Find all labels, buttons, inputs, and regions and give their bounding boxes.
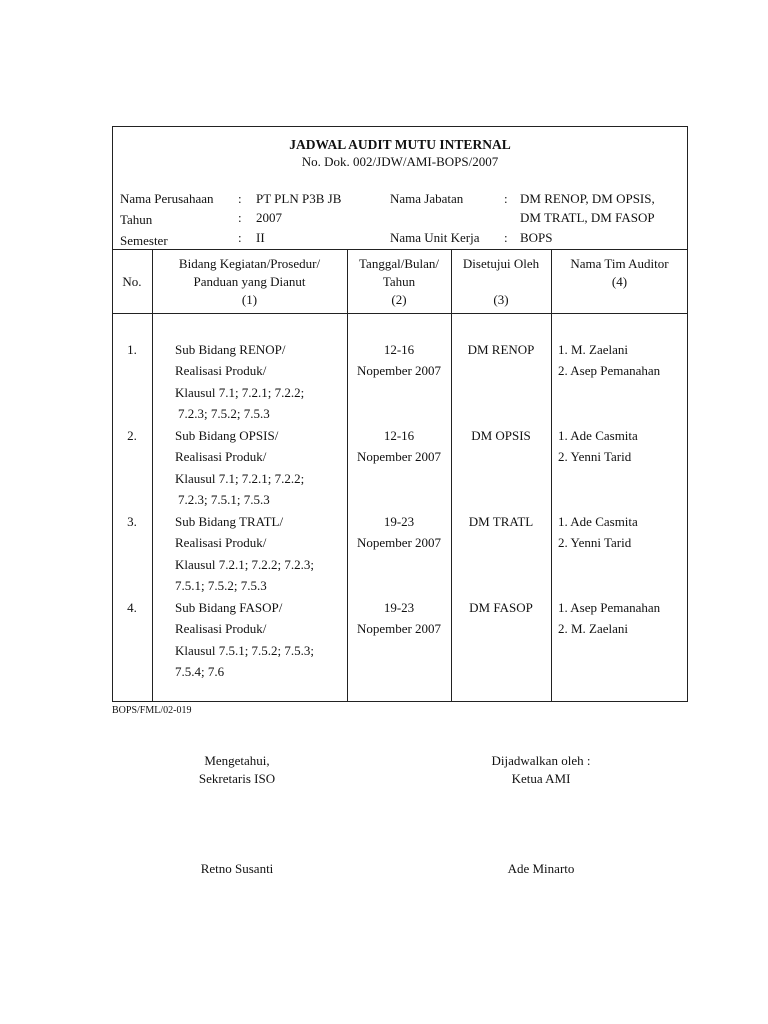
row1-bidang-1: Sub Bidang RENOP/ (175, 342, 286, 357)
header-auditor-1: Nama Tim Auditor (570, 256, 669, 271)
year-value: 2007 (256, 210, 282, 225)
row4-no: 4. (127, 600, 137, 615)
row2-auditor-1: 1. Ade Casmita (558, 428, 638, 443)
row4-auditor-2: 2. M. Zaelani (558, 621, 629, 636)
row4-tanggal-1: 19-23 (383, 600, 415, 615)
header-bidang-1: Bidang Kegiatan/Prosedur/ (178, 256, 321, 271)
header-tanggal-1: Tanggal/Bulan/ (359, 256, 439, 271)
row3-tanggal-1: 19-23 (383, 514, 415, 529)
row4-disetujui: DM FASOP (469, 600, 533, 615)
row4-tanggal-2: Nopember 2007 (356, 621, 442, 636)
row1-bidang-2: Realisasi Produk/ (175, 363, 267, 378)
row4-auditor-1: 1. Asep Pemanahan (558, 600, 661, 615)
header-auditor-2: (4) (611, 274, 628, 289)
row2-bidang-4: 7.2.3; 7.5.1; 7.5.3 (178, 492, 270, 507)
semester-label: Semester (120, 233, 168, 248)
row2-auditor-2: 2. Yenni Tarid (558, 449, 632, 464)
row4-bidang-4: 7.5.4; 7.6 (175, 664, 225, 679)
sign-right-name: Ade Minarto (507, 861, 575, 876)
row2-bidang-3: Klausul 7.1; 7.2.1; 7.2.2; (175, 471, 305, 486)
company-value: PT PLN P3B JB (256, 191, 342, 206)
position-label: Nama Jabatan (390, 191, 464, 206)
document-number: No. Dok. 002/JDW/AMI-BOPS/2007 (301, 154, 499, 169)
row1-disetujui: DM RENOP (467, 342, 535, 357)
position-value-1: DM RENOP, DM OPSIS, (520, 191, 655, 206)
row3-bidang-1: Sub Bidang TRATL/ (175, 514, 284, 529)
sign-right-line1: Dijadwalkan oleh : (491, 753, 591, 768)
row4-bidang-1: Sub Bidang FASOP/ (175, 600, 283, 615)
table-top-border (112, 249, 688, 250)
col-divider-tanggal (451, 249, 452, 702)
row4-bidang-3: Klausul 7.5.1; 7.5.2; 7.5.3; (175, 643, 315, 658)
semester-colon: : (238, 230, 242, 245)
document-title: JADWAL AUDIT MUTU INTERNAL (289, 137, 511, 152)
row1-auditor-1: 1. M. Zaelani (558, 342, 629, 357)
row2-no: 2. (127, 428, 137, 443)
row3-bidang-4: 7.5.1; 7.5.2; 7.5.3 (175, 578, 267, 593)
company-label: Nama Perusahaan (120, 191, 214, 206)
sign-left-name: Retno Susanti (200, 861, 274, 876)
form-code: BOPS/FML/02-019 (112, 705, 192, 716)
row2-disetujui: DM OPSIS (471, 428, 531, 443)
semester-value: II (256, 230, 265, 245)
header-disetujui-1: Disetujui Oleh (462, 256, 540, 271)
row3-auditor-1: 1. Ade Casmita (558, 514, 638, 529)
year-colon: : (238, 210, 242, 225)
header-bidang-3: (1) (241, 292, 258, 307)
position-value-2: DM TRATL, DM FASOP (520, 210, 655, 225)
position-colon: : (504, 191, 508, 206)
row3-bidang-2: Realisasi Produk/ (175, 535, 267, 550)
row2-tanggal-1: 12-16 (383, 428, 415, 443)
row4-bidang-2: Realisasi Produk/ (175, 621, 267, 636)
year-label: Tahun (120, 212, 153, 227)
col-divider-disetujui (551, 249, 552, 702)
header-no: No. (122, 274, 142, 289)
header-disetujui-3: (3) (493, 292, 509, 307)
sign-left-line1: Mengetahui, (204, 753, 270, 768)
row1-tanggal-1: 12-16 (383, 342, 415, 357)
sign-right-line2: Ketua AMI (511, 771, 571, 786)
row3-auditor-2: 2. Yenni Tarid (558, 535, 632, 550)
row3-tanggal-2: Nopember 2007 (356, 535, 442, 550)
row1-tanggal-2: Nopember 2007 (356, 363, 442, 378)
row3-no: 3. (127, 514, 137, 529)
row1-bidang-3: Klausul 7.1; 7.2.1; 7.2.2; (175, 385, 305, 400)
sign-left-line2: Sekretaris ISO (198, 771, 276, 786)
row3-disetujui: DM TRATL (468, 514, 534, 529)
header-bidang-2: Panduan yang Dianut (193, 274, 306, 289)
unit-colon: : (504, 230, 508, 245)
unit-label: Nama Unit Kerja (390, 230, 480, 245)
row2-bidang-2: Realisasi Produk/ (175, 449, 267, 464)
row2-tanggal-2: Nopember 2007 (356, 449, 442, 464)
header-tanggal-2: Tahun (382, 274, 416, 289)
company-colon: : (238, 191, 242, 206)
row2-bidang-1: Sub Bidang OPSIS/ (175, 428, 279, 443)
header-bottom-border (112, 313, 688, 314)
unit-value: BOPS (520, 230, 553, 245)
row3-bidang-3: Klausul 7.2.1; 7.2.2; 7.2.3; (175, 557, 315, 572)
row1-no: 1. (127, 342, 137, 357)
col-divider-no (152, 249, 153, 702)
row1-bidang-4: 7.2.3; 7.5.2; 7.5.3 (178, 406, 270, 421)
header-tanggal-3: (2) (391, 292, 407, 307)
row1-auditor-2: 2. Asep Pemanahan (558, 363, 661, 378)
